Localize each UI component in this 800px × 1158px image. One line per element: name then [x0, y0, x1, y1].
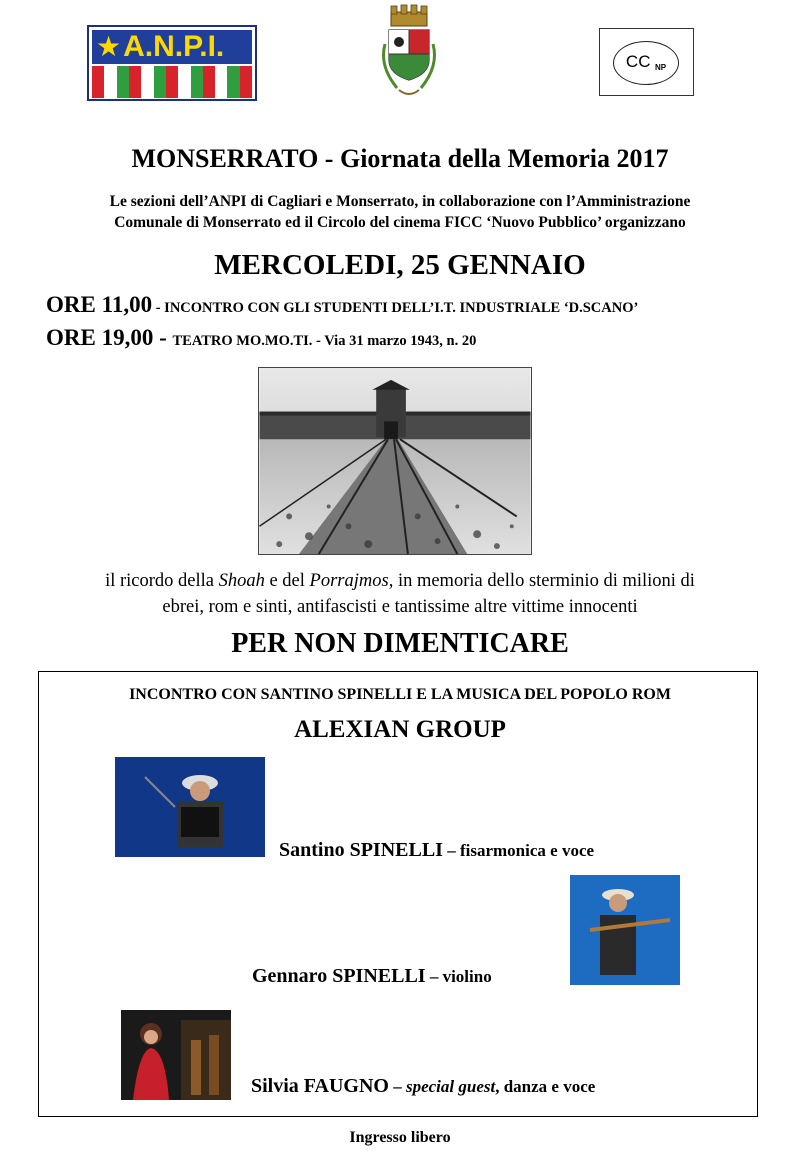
event-date: MERCOLEDI, 25 GENNAIO — [214, 249, 586, 281]
performer-santino — [279, 839, 594, 862]
event-heading: INCONTRO CON SANTINO SPINELLI E LA MUSICA DEL POPOLO ROM — [129, 686, 671, 703]
schedule-row — [46, 292, 638, 318]
schedule-time: ORE 11,00 — [46, 292, 153, 317]
coat-of-arms-icon — [377, 4, 441, 100]
anpi-logo — [87, 25, 257, 101]
schedule-description: INCONTRO CON GLI STUDENTI DELL’I.T. INDUSTRIALE ‘D.SCANO’ — [164, 300, 639, 316]
ccnp-logo-circle — [613, 41, 679, 85]
memory-text-c: , in memoria dello sterminio di milioni di — [388, 571, 695, 591]
memory-text-b: e del — [264, 571, 310, 591]
slogan: PER NON DIMENTICARE — [231, 628, 569, 659]
footer-note: Ingresso libero — [349, 1129, 451, 1146]
performer-role: violino — [442, 967, 492, 986]
memory-shoah: Shoah — [218, 571, 265, 591]
performer-name: Santino SPINELLI — [279, 839, 443, 861]
performer-gennaro — [252, 965, 492, 988]
memory-line-1 — [0, 571, 800, 592]
intro-line-1: Le sezioni dell’ANPI di Cagliari e Monserrato, in collaborazione con l’Amministrazione — [109, 193, 691, 210]
performer-dash: – — [442, 841, 460, 860]
anpi-flag-stripes — [92, 66, 252, 98]
performer-name: Silvia FAUGNO — [251, 1075, 389, 1097]
performer-role: , danza e voce — [495, 1077, 596, 1096]
ccnp-logo — [599, 28, 694, 96]
performer-role: fisarmonica e voce — [459, 841, 595, 860]
memorial-photo — [258, 367, 532, 555]
ccnp-logo-sub: NP — [654, 63, 667, 72]
memory-text-a: il ricordo della — [105, 571, 219, 591]
page-title: MONSERRATO - Giornata della Memoria 2017 — [131, 144, 669, 173]
performer-silvia — [251, 1075, 595, 1098]
star-icon: ★ — [96, 31, 122, 62]
schedule-separator: - — [152, 300, 165, 316]
anpi-logo-banner — [92, 30, 252, 64]
performer-photo-santino — [115, 757, 265, 857]
group-name: ALEXIAN GROUP — [294, 716, 506, 743]
anpi-logo-text: A.N.P.I. — [123, 30, 225, 63]
performer-photo-silvia — [121, 1010, 231, 1100]
performer-photo-gennaro — [570, 875, 680, 985]
schedule-description: TEATRO MO.MO.TI. - Via 31 marzo 1943, n. 20 — [172, 333, 477, 349]
performer-name: Gennaro SPINELLI — [252, 965, 426, 987]
memory-line-2: ebrei, rom e sinti, antifascisti e tantissime altre vittime innocenti — [162, 597, 638, 617]
schedule-row — [46, 325, 476, 351]
memory-porrajmos: Porrajmos — [309, 571, 389, 591]
performer-dash: – — [388, 1077, 406, 1096]
intro-line-2: Comunale di Monserrato ed il Circolo del cinema FICC ‘Nuovo Pubblico’ organizzano — [114, 214, 686, 231]
performer-role-italic: special guest — [405, 1077, 496, 1096]
performer-dash: – — [425, 967, 443, 986]
ccnp-logo-main: CC — [625, 52, 651, 71]
schedule-time: ORE 19,00 — [46, 325, 154, 350]
schedule-separator: - — [153, 325, 173, 350]
